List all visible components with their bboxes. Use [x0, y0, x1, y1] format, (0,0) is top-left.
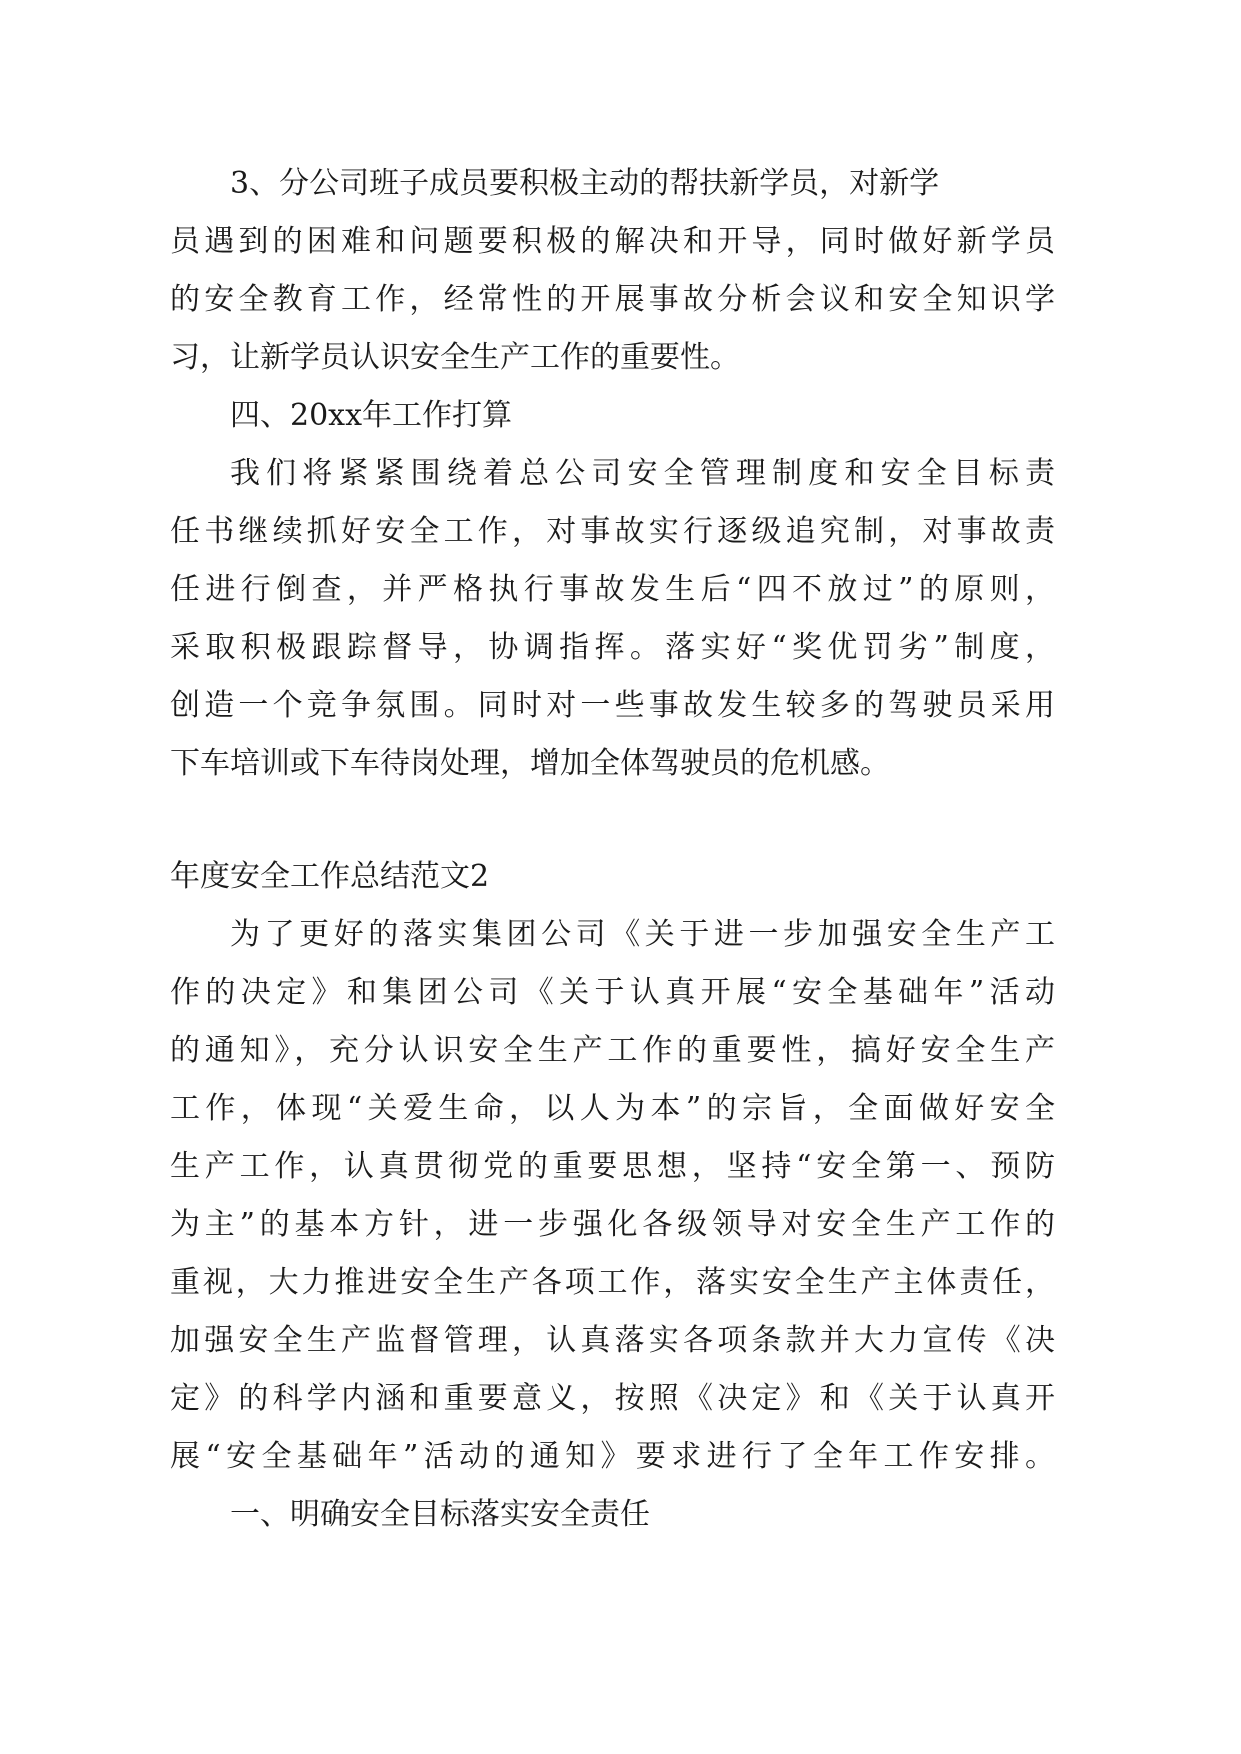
paragraph-line: 加强安全生产监督管理，认真落实各项条款并大力宣传《决: [170, 1323, 1055, 1358]
paragraph-line: 的通知》，充分认识安全生产工作的重要性，搞好安全生产: [170, 1033, 1055, 1068]
paragraph-line: 定》的科学内涵和重要意义，按照《决定》和《关于认真开: [170, 1381, 1055, 1416]
paragraph-line: 展“安全基础年”活动的通知》要求进行了全年工作安排。: [170, 1439, 1055, 1474]
paragraph-line: 作的决定》和集团公司《关于认真开展“安全基础年”活动: [170, 975, 1055, 1010]
paragraph-line: 下车培训或下车待岗处理，增加全体驾驶员的危机感。: [170, 746, 890, 781]
paragraph-line: 习，让新学员认识安全生产工作的重要性。: [170, 340, 740, 375]
paragraph-line: 任进行倒查，并严格执行事故发生后“四不放过”的原则，: [170, 572, 1055, 607]
document-title: 年度安全工作总结范文2: [170, 859, 490, 894]
section-heading: 四、20xx年工作打算: [230, 398, 513, 433]
section-heading: 一、明确安全目标落实安全责任: [230, 1497, 650, 1532]
paragraph-line: 工作，体现“关爱生命，以人为本”的宗旨，全面做好安全: [170, 1091, 1055, 1126]
paragraph-line: 创造一个竞争氛围。同时对一些事故发生较多的驾驶员采用: [170, 688, 1055, 723]
paragraph-line: 任书继续抓好安全工作，对事故实行逐级追究制，对事故责: [170, 514, 1055, 549]
paragraph-line: 生产工作，认真贯彻党的重要思想，坚持“安全第一、预防: [170, 1149, 1055, 1184]
paragraph-line: 员遇到的困难和问题要积极的解决和开导，同时做好新学员: [170, 224, 1055, 259]
paragraph-line: 3、分公司班子成员要积极主动的帮扶新学员，对新学: [230, 166, 940, 201]
paragraph-line: 采取积极跟踪督导，协调指挥。落实好“奖优罚劣”制度，: [170, 630, 1055, 665]
paragraph-line: 的安全教育工作，经常性的开展事故分析会议和安全知识学: [170, 282, 1055, 317]
paragraph-line: 为了更好的落实集团公司《关于进一步加强安全生产工: [230, 917, 1055, 952]
paragraph-line: 我们将紧紧围绕着总公司安全管理制度和安全目标责: [230, 456, 1055, 491]
paragraph-line: 重视，大力推进安全生产各项工作，落实安全生产主体责任，: [170, 1265, 1055, 1300]
paragraph-line: 为主”的基本方针，进一步强化各级领导对安全生产工作的: [170, 1207, 1055, 1242]
